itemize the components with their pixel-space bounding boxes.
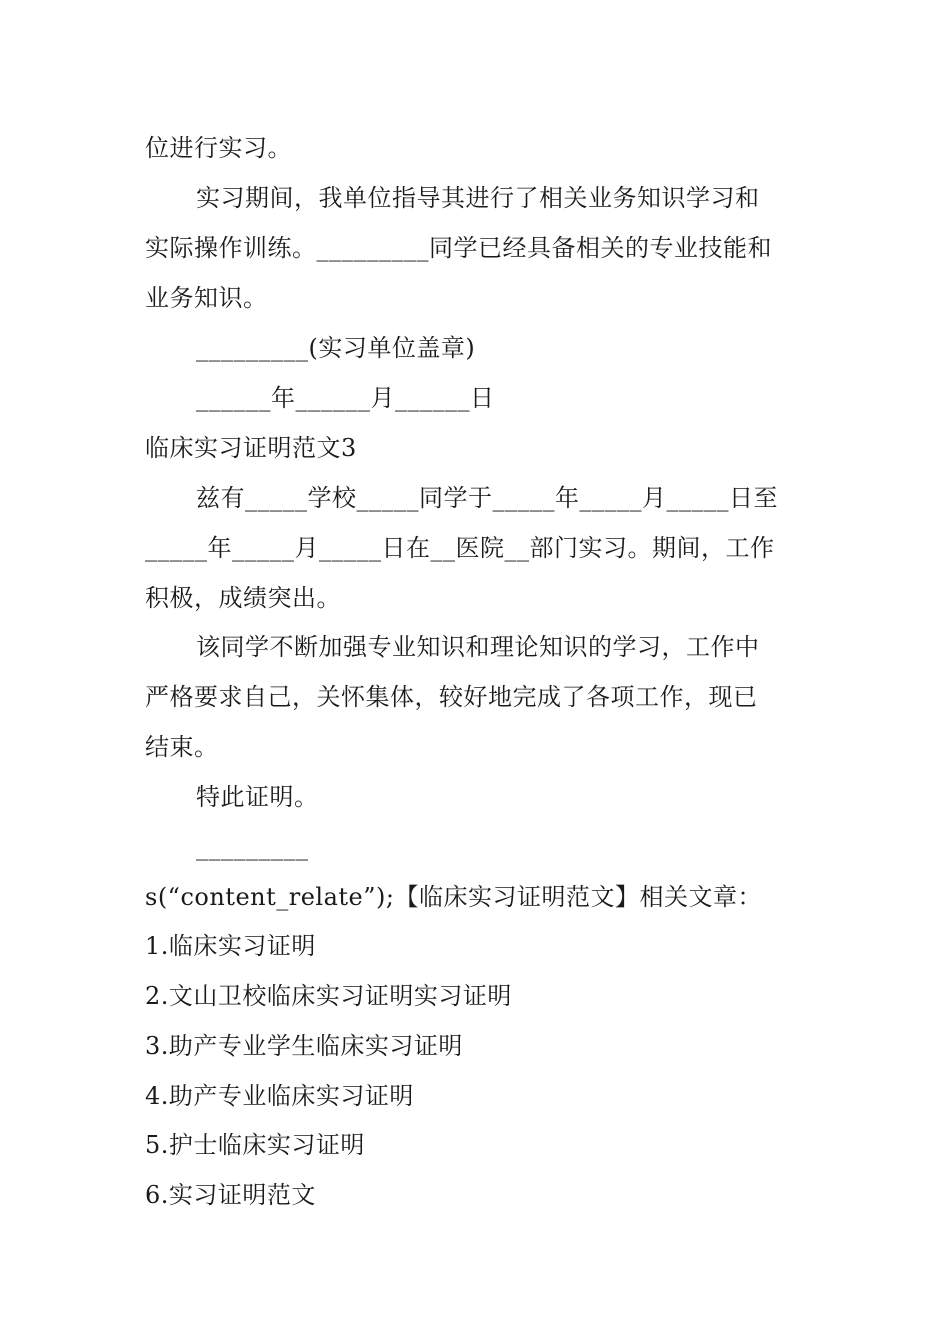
paragraph-line: 实际操作训练。_________同学已经具备相关的专业技能和: [145, 234, 772, 262]
paragraph-line: 兹有_____学校_____同学于_____年_____月_____日至: [196, 484, 778, 512]
date-line: ______年______月______日: [196, 384, 495, 412]
related-article-link[interactable]: 6.实习证明范文: [145, 1181, 316, 1209]
related-article-link[interactable]: 3.助产专业学生临床实习证明: [145, 1032, 463, 1060]
section-title: 临床实习证明范文3: [145, 434, 357, 462]
paragraph-line: _____年_____月_____日在__医院__部门实习。期间，工作: [145, 534, 775, 562]
closing-line: 特此证明。: [196, 783, 319, 811]
signature-line: _________: [196, 833, 309, 861]
related-article-link[interactable]: 2.文山卫校临床实习证明实习证明: [145, 982, 512, 1010]
paragraph-line: 实习期间，我单位指导其进行了相关业务知识学习和: [196, 184, 760, 212]
paragraph-line: 积极，成绩突出。: [145, 584, 341, 612]
related-article-link[interactable]: 1.临床实习证明: [145, 932, 316, 960]
paragraph-line: 该同学不断加强专业知识和理论知识的学习，工作中: [196, 633, 760, 661]
paragraph-line: 位进行实习。: [145, 134, 292, 162]
seal-line: _________(实习单位盖章): [196, 334, 476, 362]
related-article-link[interactable]: 4.助产专业临床实习证明: [145, 1082, 414, 1110]
related-article-link[interactable]: 5.护士临床实习证明: [145, 1131, 365, 1159]
paragraph-line: 结束。: [145, 733, 219, 761]
paragraph-line: 严格要求自己，关怀集体，较好地完成了各项工作，现已: [145, 683, 758, 711]
related-articles-heading: s(“content_relate”);【临床实习证明范文】相关文章：: [145, 883, 762, 911]
paragraph-line: 业务知识。: [145, 284, 268, 312]
